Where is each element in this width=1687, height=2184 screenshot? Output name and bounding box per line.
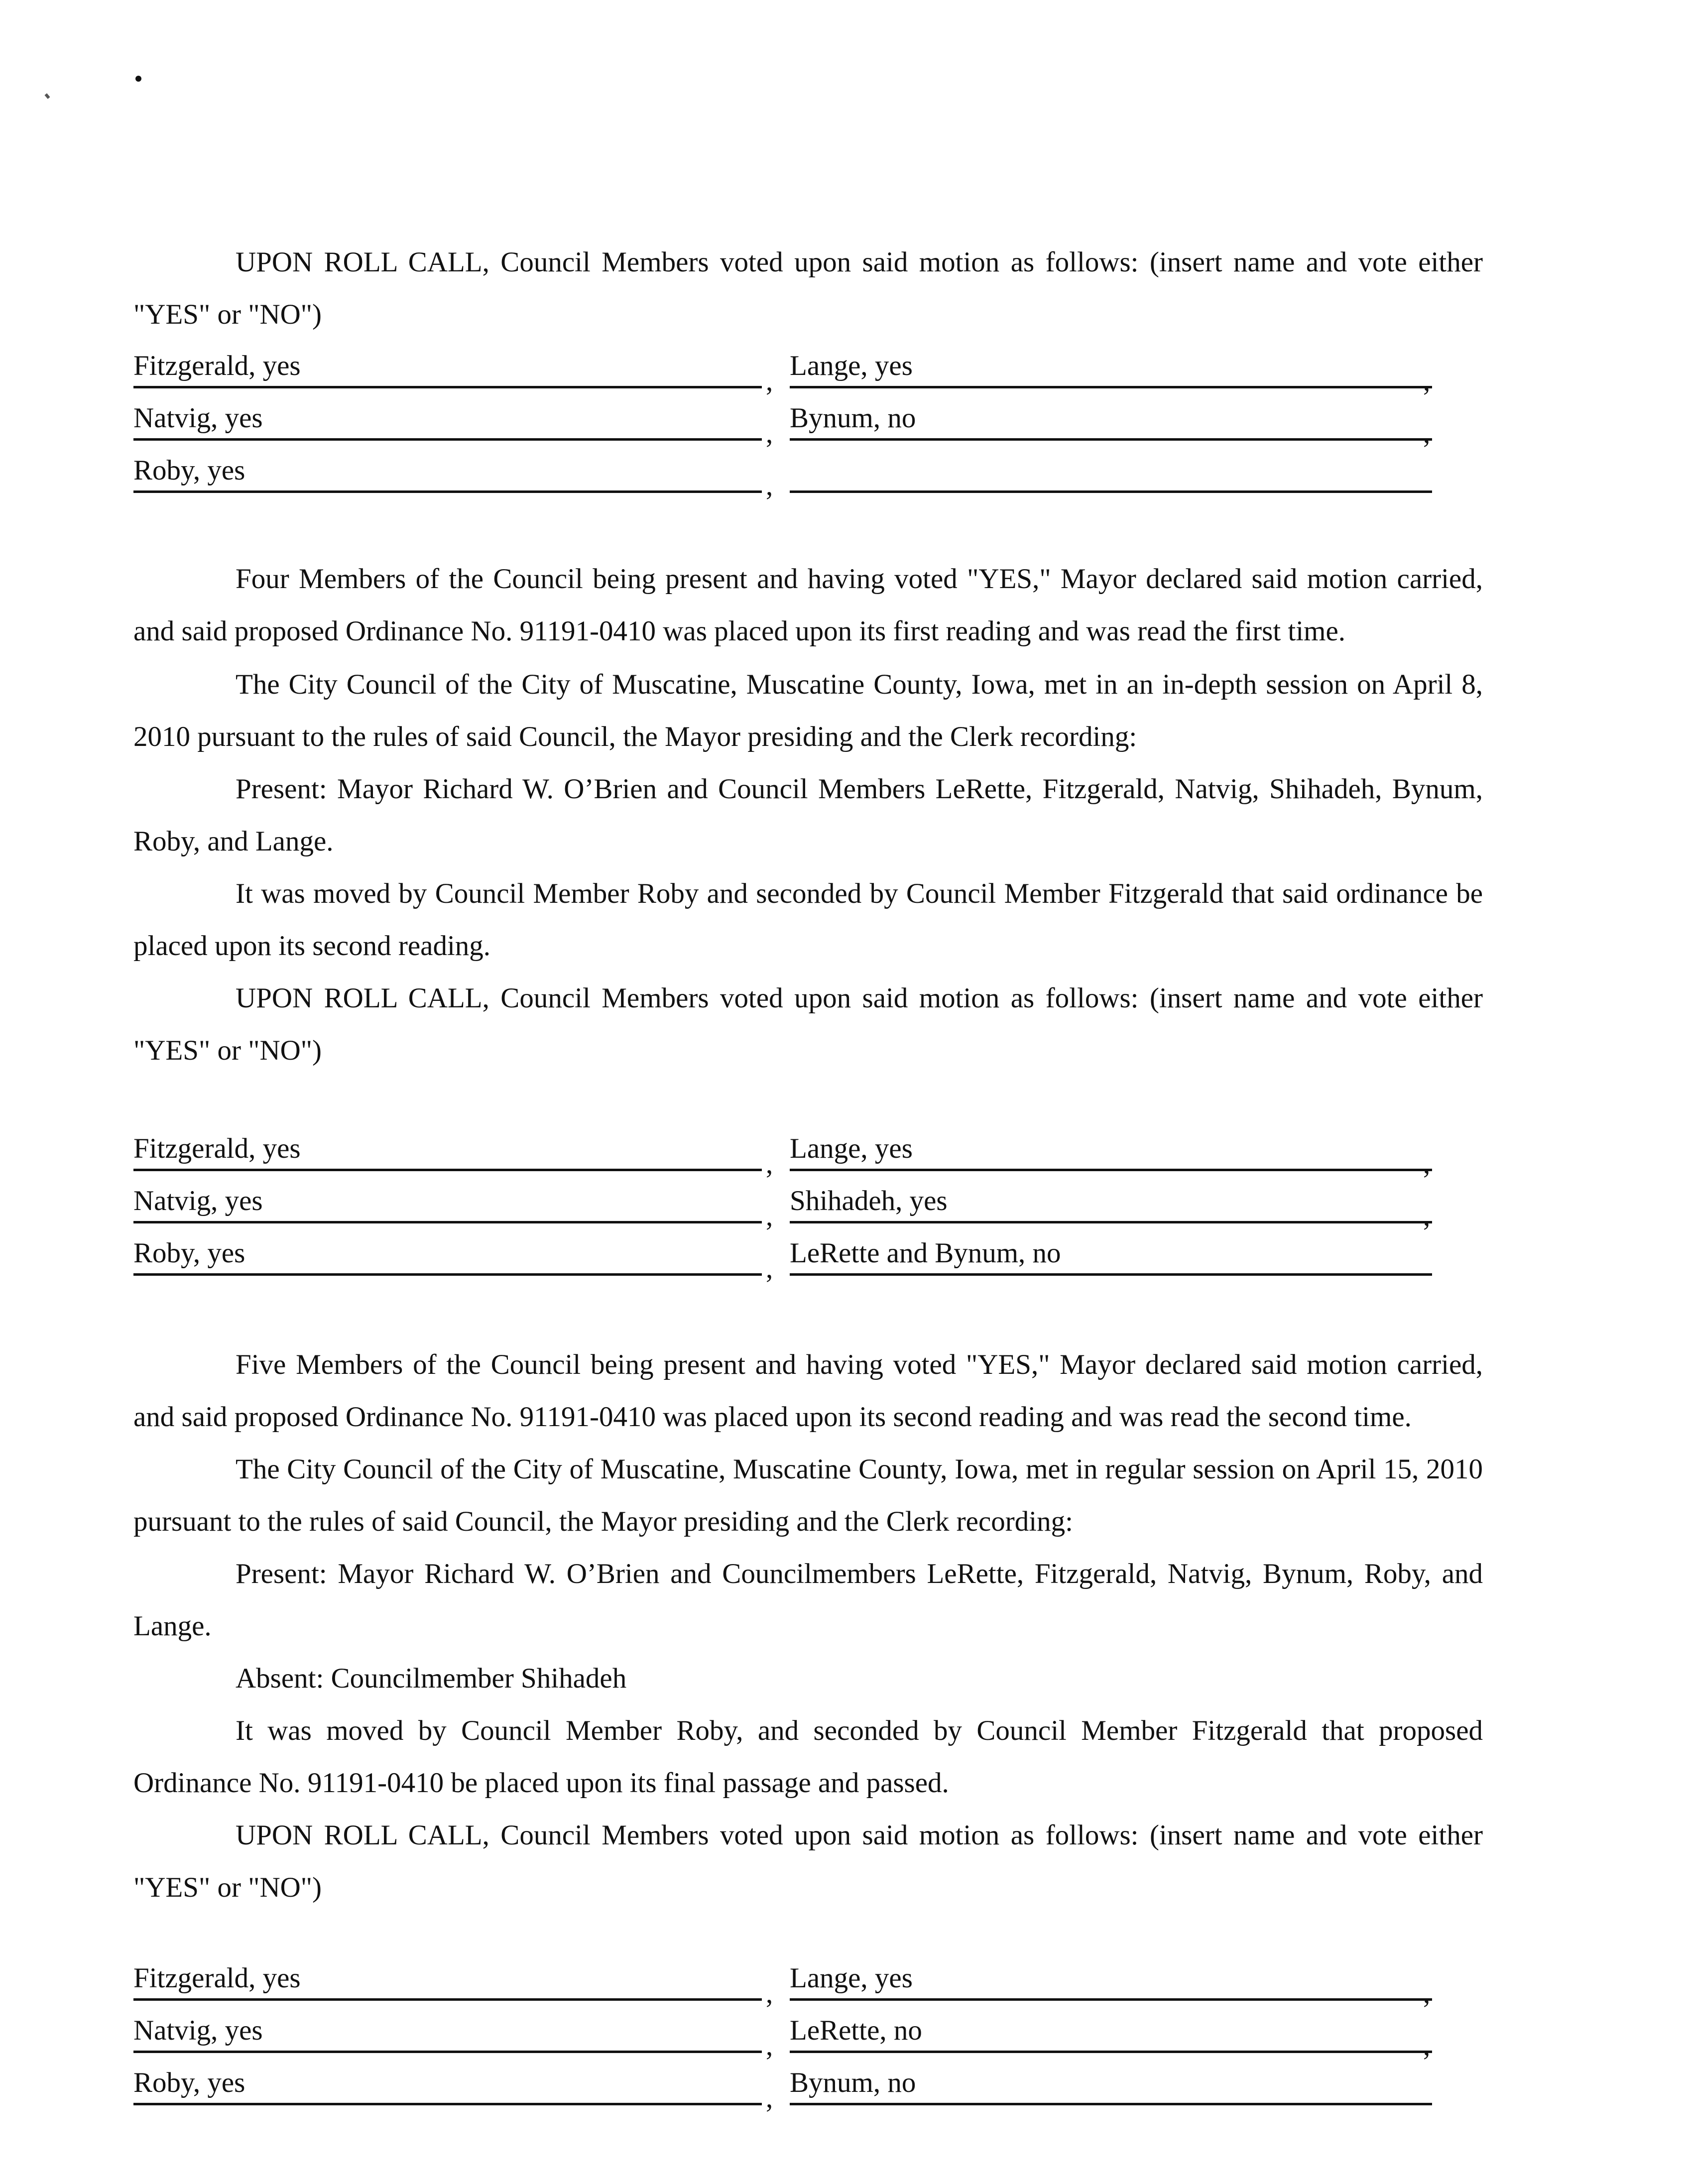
vote-entry bbox=[790, 451, 1432, 493]
vote-entry: Fitzgerald, yes bbox=[133, 1958, 762, 2001]
separator: , bbox=[1423, 1978, 1431, 2009]
separator: , bbox=[1423, 418, 1431, 449]
separator: , bbox=[766, 2082, 773, 2114]
vote-entry: Lange, yes bbox=[790, 1958, 1432, 2001]
present-paragraph: Present: Mayor Richard W. O’Brien and Councilmembers LeRette, Fitzgerald, Natvig, Bynum, Roby, and Lange. bbox=[133, 1558, 1483, 1642]
vote-row bbox=[133, 1956, 1433, 2009]
second-result: Five Members of the Council being present and having voted "YES," Mayor declared said motion carried, and said proposed Ordinance No. 91191-0410 was placed upon its second reading and was read the second time. bbox=[133, 1349, 1483, 1433]
vote-entry: LeRette, no bbox=[790, 2011, 1432, 2053]
separator: , bbox=[766, 1978, 773, 2009]
vote-row bbox=[133, 2061, 1433, 2114]
vote-entry: Lange, yes bbox=[790, 346, 1432, 388]
separator: , bbox=[766, 470, 773, 501]
first-result: Four Members of the Council being present and having voted "YES," Mayor declared said motion carried, and said proposed Ordinance No. 91191-0410 was placed upon its first reading and was read the first time. bbox=[133, 563, 1483, 647]
separator: , bbox=[766, 1201, 773, 1232]
session-paragraph: The City Council of the City of Muscatine, Muscatine County, Iowa, met in an in-depth session on April 8, 2010 pursuant to the rules of said Council, the Mayor presiding and the Clerk recording: bbox=[133, 669, 1483, 752]
vote-row bbox=[133, 344, 1433, 397]
vote-entry: Roby, yes bbox=[133, 1233, 762, 1276]
vote-entry: Roby, yes bbox=[133, 451, 762, 493]
vote-entry: Natvig, yes bbox=[133, 2011, 762, 2053]
separator: , bbox=[766, 2030, 773, 2062]
vote-row bbox=[133, 396, 1433, 449]
separator: , bbox=[766, 1253, 773, 1284]
vote-entry: Fitzgerald, yes bbox=[133, 346, 762, 388]
final-passage-section bbox=[133, 1338, 1483, 1914]
roll-call-intro-3: UPON ROLL CALL, Council Members voted upon said motion as follows: (insert name and vote either "YES" or "NO") bbox=[133, 1820, 1483, 1903]
vote-entry: Roby, yes bbox=[133, 2063, 762, 2105]
stray-mark bbox=[44, 93, 50, 99]
absent-paragraph: Absent: Councilmember Shihadeh bbox=[236, 1663, 627, 1694]
motion-paragraph: It was moved by Council Member Roby and seconded by Council Member Fitzgerald that said ordinance be placed upon its second reading. bbox=[133, 878, 1483, 962]
vote-entry: LeRette and Bynum, no bbox=[790, 1233, 1432, 1276]
vote-row bbox=[133, 2008, 1433, 2062]
stray-mark bbox=[135, 76, 141, 82]
second-reading-section bbox=[133, 553, 1483, 1077]
present-paragraph: Present: Mayor Richard W. O’Brien and Council Members LeRette, Fitzgerald, Natvig, Shihadeh, Bynum, Roby, and Lange. bbox=[133, 773, 1483, 857]
motion-paragraph: It was moved by Council Member Roby, and seconded by Council Member Fitzgerald that proposed Ordinance No. 91191-0410 be placed upon its final passage and passed. bbox=[133, 1715, 1483, 1799]
separator: , bbox=[766, 365, 773, 397]
separator: , bbox=[1423, 1148, 1431, 1180]
vote-entry: Natvig, yes bbox=[133, 398, 762, 441]
vote-row bbox=[133, 1231, 1433, 1284]
separator: , bbox=[1423, 365, 1431, 397]
vote-entry: Bynum, no bbox=[790, 398, 1432, 441]
vote-row bbox=[133, 1179, 1433, 1232]
vote-row bbox=[133, 1126, 1433, 1180]
vote-entry: Natvig, yes bbox=[133, 1181, 762, 1223]
separator: , bbox=[1423, 2030, 1431, 2062]
vote-entry: Fitzgerald, yes bbox=[133, 1129, 762, 1171]
vote-row bbox=[133, 448, 1433, 501]
roll-call-intro-1: UPON ROLL CALL, Council Members voted upon said motion as follows: (insert name and vote either "YES" or "NO") bbox=[133, 246, 1483, 330]
separator: , bbox=[766, 418, 773, 449]
vote-entry: Shihadeh, yes bbox=[790, 1181, 1432, 1223]
vote-entry: Lange, yes bbox=[790, 1129, 1432, 1171]
vote-entry: Bynum, no bbox=[790, 2063, 1432, 2105]
separator: , bbox=[1423, 1201, 1431, 1232]
session-paragraph: The City Council of the City of Muscatine, Muscatine County, Iowa, met in regular session on April 15, 2010 pursuant to the rules of said Council, the Mayor presiding and the Clerk recording: bbox=[133, 1454, 1483, 1537]
separator: , bbox=[766, 1148, 773, 1180]
roll-call-intro-2: UPON ROLL CALL, Council Members voted upon said motion as follows: (insert name and vote either "YES" or "NO") bbox=[133, 982, 1483, 1066]
